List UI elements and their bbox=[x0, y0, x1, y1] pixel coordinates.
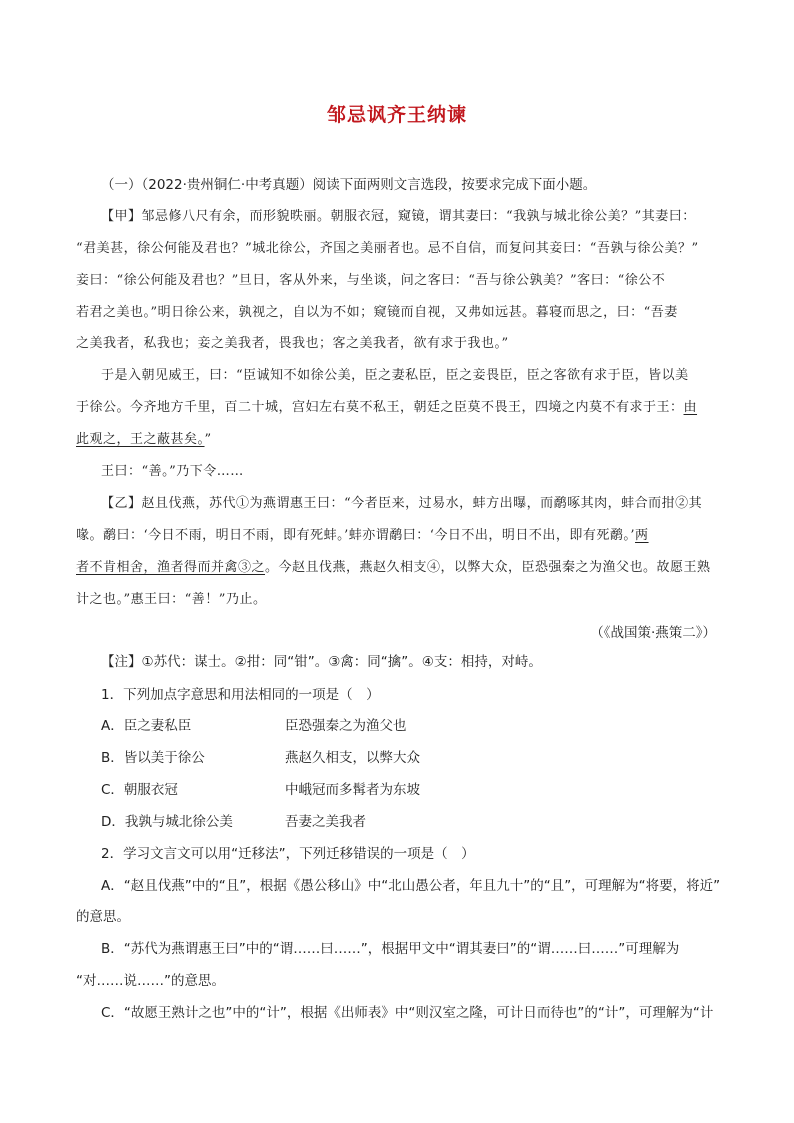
passage-a-line: 若君之美也。”明日徐公来，孰视之，自以为不如；窥镜而自视，又弗如远甚。暮寝而思之，曰：“吾妻 bbox=[76, 305, 678, 320]
question-2-option-a-cont: 的意思。 bbox=[76, 909, 130, 925]
underlined-sentence: 由 bbox=[683, 400, 698, 415]
passage-a-line bbox=[76, 398, 697, 418]
underlined-sentence: 两 bbox=[635, 528, 649, 543]
option-a-right: 臣恐强秦之为渔父也 bbox=[285, 718, 407, 734]
option-b-right: 燕赵久相支，以弊大众 bbox=[285, 750, 420, 766]
passage-b-text: 喙。鹬曰：‘今日不雨，明日不雨，即有死蚌。’蚌亦谓鹬曰：‘今日不出，明日不出，即有死鹬。’ bbox=[76, 528, 636, 543]
passage-a-line bbox=[76, 430, 212, 450]
option-b-left: B．皆以美于徐公 bbox=[101, 750, 205, 766]
passage-a-text: 于徐公。今齐地方千里，百二十城，宫妇左右莫不私王，朝廷之臣莫不畏王，四境之内莫不有求于王： bbox=[76, 400, 684, 415]
notes: 【注】①苏代：谋士。②拑：同“钳”。③禽：同“擒”。④支：相持，对峙。 bbox=[101, 654, 542, 670]
passage-b-line: 【乙】赵且伐燕，苏代①为燕谓惠王曰：“今者臣来，过易水，蚌方出曝，而鹬啄其肉，蚌合而拑②其 bbox=[101, 496, 703, 511]
passage-b-line bbox=[76, 558, 711, 578]
question-2-stem: 2．学习文言文可以用“迁移法”，下列迁移错误的一项是（ ） bbox=[101, 846, 475, 862]
passage-a-line: 之美我者，私我也；妾之美我者，畏我也；客之美我者，欲有求于我也。” bbox=[76, 336, 509, 351]
passage-a-line: 妾曰：“徐公何能及君也？”旦日，客从外来，与坐谈，问之客曰：“吾与徐公孰美？”客曰：“徐公不 bbox=[76, 273, 666, 288]
passage-b-line bbox=[76, 526, 649, 546]
passage-a-line: “君美甚，徐公何能及君也？”城北徐公，齐国之美丽者也。忌不自信，而复问其妾曰：“吾孰与徐公美？” bbox=[76, 241, 699, 256]
question-1-stem: 1．下列加点字意思和用法相同的一项是（ ） bbox=[101, 687, 380, 703]
passage-a-text: ” bbox=[204, 432, 212, 447]
question-2-option-b: B．“苏代为燕谓惠王曰”中的“谓……曰……”，根据甲文中“谓其妻曰”的“谓……曰……”可理解为 bbox=[101, 941, 680, 957]
intro-text: （一）（2022·贵州铜仁·中考真题）阅读下面两则文言选段，按要求完成下面小题。 bbox=[101, 177, 597, 193]
question-2-option-b-cont: “对……说……”的意思。 bbox=[76, 973, 225, 989]
passage-a-line: 【甲】邹忌修八尺有余，而形貌昳丽。朝服衣冠，窥镜，谓其妻曰：“我孰与城北徐公美？”其妻曰： bbox=[101, 209, 696, 224]
passage-b-line: 计之也。”惠王曰：“善！”乃止。 bbox=[76, 592, 267, 607]
underlined-sentence: 此观之，王之蔽甚矣。 bbox=[76, 432, 205, 447]
question-2-option-a: A．“赵且伐燕”中的“且”，根据《愚公移山》中“北山愚公者，年且九十”的“且”，可理解为“将要，将近” bbox=[101, 878, 721, 894]
option-c-right: 中峨冠而多髯者为东坡 bbox=[285, 782, 420, 798]
option-d-left: D．我孰与城北徐公美 bbox=[101, 814, 233, 830]
passage-a-line: 王曰：“善。”乃下令…… bbox=[101, 464, 244, 479]
source-citation: （《战国策·燕策二》） bbox=[590, 625, 716, 641]
page-title: 邹忌讽齐王纳谏 bbox=[326, 104, 467, 126]
passage-a-line: 于是入朝见威王，曰：“臣诚知不如徐公美，臣之妻私臣，臣之妾畏臣，臣之客欲有求于臣，皆以美 bbox=[101, 368, 689, 383]
option-a-left: A．臣之妻私臣 bbox=[101, 718, 192, 734]
option-c-left: C．朝服衣冠 bbox=[101, 782, 178, 798]
option-d-right: 吾妻之美我者 bbox=[285, 814, 366, 830]
underlined-sentence: 者不肯相舍，渔者得而并禽③之 bbox=[76, 560, 266, 575]
question-2-option-c: C．“故愿王熟计之也”中的“计”，根据《出师表》中“则汉室之隆，可计日而待也”的“计”，可理解为“计 bbox=[101, 1005, 714, 1021]
passage-b-text: 。今赵且伐燕，燕赵久相支④，以弊大众，臣恐强秦之为渔父也。故愿王熟 bbox=[265, 560, 711, 575]
